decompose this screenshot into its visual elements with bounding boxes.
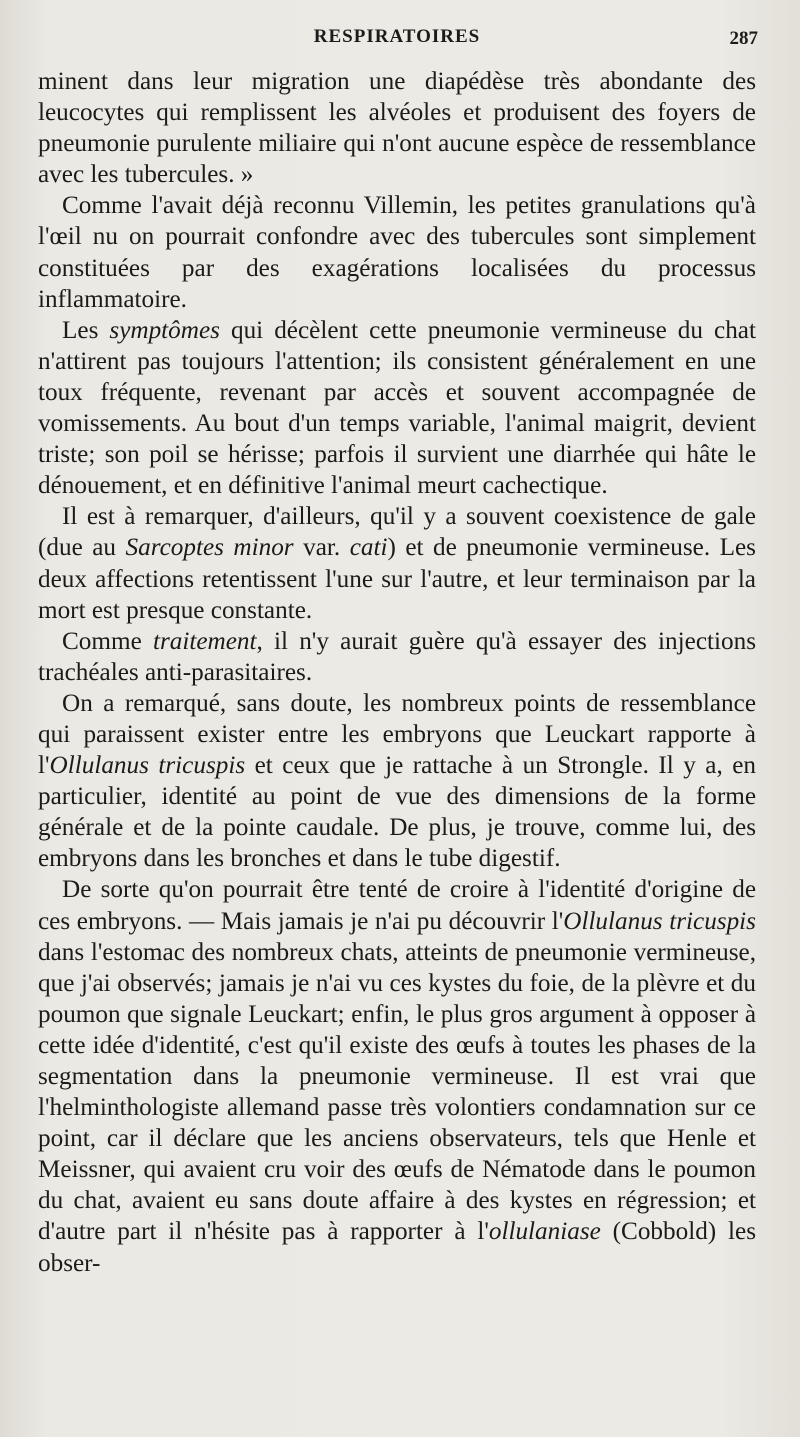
text-run: Comme l'avait déjà reconnu Villemin, les petites granulations qu'à l'œil nu on pourrait confondre avec des tubercules sont simplement constituées par des exagérations localisées du processus inflammatoire. <box>38 192 756 313</box>
paragraph-7 <box>38 874 756 1278</box>
text-run: qui décèlent cette pneumonie vermineuse du chat n'attirent pas toujours l'attention; ils consistent généralement en une toux fréquente, revenant par accès et souvent accompagnée de vomissements. Au bout d'un temps variable, l'animal maigrit, devient triste; son poil se hérisse; parfois il survient une diarrhée qui hâte le dénouement, et en définitive l'animal meurt cachectique. <box>38 316 756 500</box>
paragraph-6 <box>38 688 756 875</box>
page-number: 287 <box>729 28 758 49</box>
text-run: (Cobbold) les obser- <box>38 1218 756 1277</box>
italic-text: Ollulanus tricuspis <box>49 752 246 780</box>
text-run: minent dans leur migration une diapédèse très abondante des leucocytes qui remplissent les alvéoles et produisent des foyers de pneumonie purulente miliaire qui n'ont aucune espèce de ressemblance avec les tubercules. » <box>38 68 756 189</box>
paragraph-4 <box>38 501 756 625</box>
text-run: dans l'estomac des nombreux chats, atteints de pneumonie vermineuse, que j'ai observés; jamais je n'ai vu ces kystes du foie, de la plèvre et du poumon que signale Leuckart; enfin, le plus gros argument à opposer à cette idée d'identité, c'est qu'il existe des œufs à toutes les phases de la segmentation dans la pneumonie vermineuse. Il est vrai que l'helminthologiste allemand passe très volontiers condamnation sur ce point, car il déclare que les anciens observateurs, tels que Henle et Meissner, qui avaient cru voir des œufs de Nématode dans le poumon du chat, avaient eu sans doute affaire à des kystes en régression; et d'autre part il n'hésite pas à rapporter à l' <box>38 938 756 1246</box>
running-title: RESPIRATOIRES <box>313 26 481 47</box>
paragraph-1 <box>38 66 756 190</box>
text-run: , il n'y aurait guère qu'à essayer des injections trachéales anti-parasitaires. <box>38 627 756 686</box>
body-text <box>38 66 756 1279</box>
text-run: Il est à remarquer, d'ailleurs, qu'il y a souvent coexistence de gale (due au <box>38 503 756 562</box>
text-run: Comme <box>62 627 153 655</box>
text-run: var. <box>293 534 350 562</box>
text-run: Les <box>62 316 110 344</box>
text-run: ) et de pneumonie vermineuse. Les deux affections retentissent l'une sur l'autre, et leur terminaison par la mort est presque constante. <box>38 534 756 624</box>
italic-text: symptômes <box>109 316 220 344</box>
italic-text: Sarcoptes minor <box>125 534 294 562</box>
page-header <box>38 22 756 66</box>
text-run: On a remarqué, sans doute, les nombreux points de ressemblance qui paraissent exister entre les embryons que Leuckart rapporte à l' <box>38 689 756 780</box>
paragraph-3 <box>38 315 756 502</box>
text-run: De sorte qu'on pourrait être tenté de croire à l'identité d'origine de ces embryons. — Mais jamais je n'ai pu découvrir l' <box>38 876 756 935</box>
italic-text: ollulaniase <box>488 1218 601 1246</box>
paragraph-2 <box>38 190 756 314</box>
paragraph-5 <box>38 626 756 688</box>
italic-text: cati <box>349 534 388 562</box>
italic-text: Ollulanus tricuspis <box>563 907 756 935</box>
text-run: et ceux que je rattache à un Strongle. Il y a, en particulier, identité au point de vue des dimensions de la forme générale et de la pointe caudale. De plus, je trouve, comme lui, des embryons dans les bronches et dans le tube digestif. <box>38 752 756 873</box>
italic-text: traitement <box>152 627 257 655</box>
